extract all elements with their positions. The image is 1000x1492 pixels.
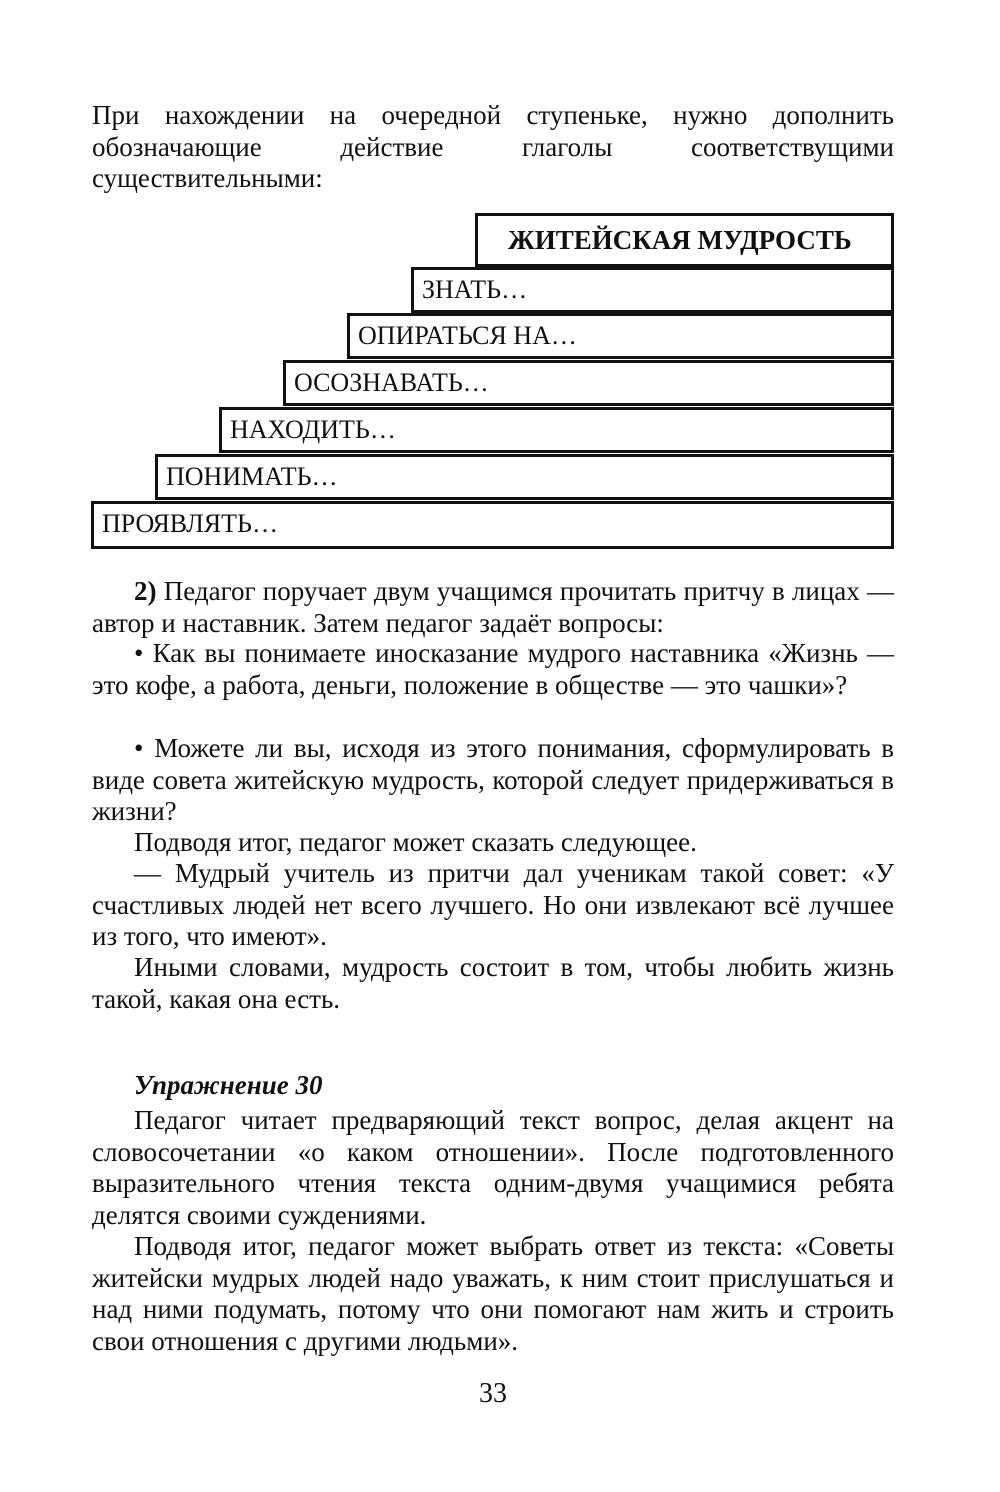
ladder-top-step: ЖИТЕЙСКАЯ МУДРОСТЬ: [475, 213, 894, 267]
ladder-step-find: НАХОДИТЬ…: [219, 407, 894, 453]
ladder-step-understand: ПОНИМАТЬ…: [155, 454, 894, 500]
section-2-paragraph: [92, 576, 894, 639]
exercise-heading: Упражнение 30: [134, 1070, 323, 1100]
intro-paragraph: При нахождении на очередной ступеньке, нужно дополнить обозначающие действие глаголы соответствущими существительными:: [92, 100, 894, 193]
exercise-paragraph-1: Педагог читает предваряющий текст вопрос, делая акцент на словосочетании «о каком отношении». После подготовленного выразительного чтения текста одним-двумя учащимися ребята делятся своими суждениями.: [92, 1105, 894, 1230]
question-1: • Как вы понимаете иносказание мудрого наставника «Жизнь — это кофе, а работа, деньги, положение в обществе — это чашки»?: [92, 638, 894, 700]
conclusion-paragraph: Иными словами, мудрость состоит в том, чтобы любить жизнь такой, какая она есть.: [92, 952, 894, 1014]
ladder-step-show: ПРОЯВЛЯТЬ…: [91, 501, 894, 549]
section-2-text: Педагог поручает двум учащимся прочитать притчу в лицах — автор и наставник. Затем педагог задаёт вопросы:: [92, 576, 894, 638]
ladder-step-know: ЗНАТЬ…: [411, 267, 894, 313]
summary-line: Подводя итог, педагог может сказать следующее.: [134, 827, 697, 857]
section-2-number: 2): [134, 576, 157, 606]
ladder-step-rely: ОПИРАТЬСЯ НА…: [347, 313, 894, 359]
page-number: 33: [479, 1378, 507, 1409]
teacher-quote: — Мудрый учитель из притчи дал ученикам такой совет: «У счастливых людей нет всего лучшего. Но они извлекают всё лучшее из того, что имеют».: [92, 858, 894, 951]
question-2: • Можете ли вы, исходя из этого понимания, сформулировать в виде совета житейскую мудрость, которой следует придерживаться в жизни?: [92, 733, 894, 826]
ladder-step-realize: ОСОЗНАВАТЬ…: [283, 360, 894, 406]
exercise-paragraph-2: Подводя итог, педагог может выбрать ответ из текста: «Советы житейски мудрых людей надо уважать, к ним стоит прислушаться и над ними подумать, потому что они помогают нам жить и строить свои отношения с другими людьми».: [92, 1231, 894, 1356]
